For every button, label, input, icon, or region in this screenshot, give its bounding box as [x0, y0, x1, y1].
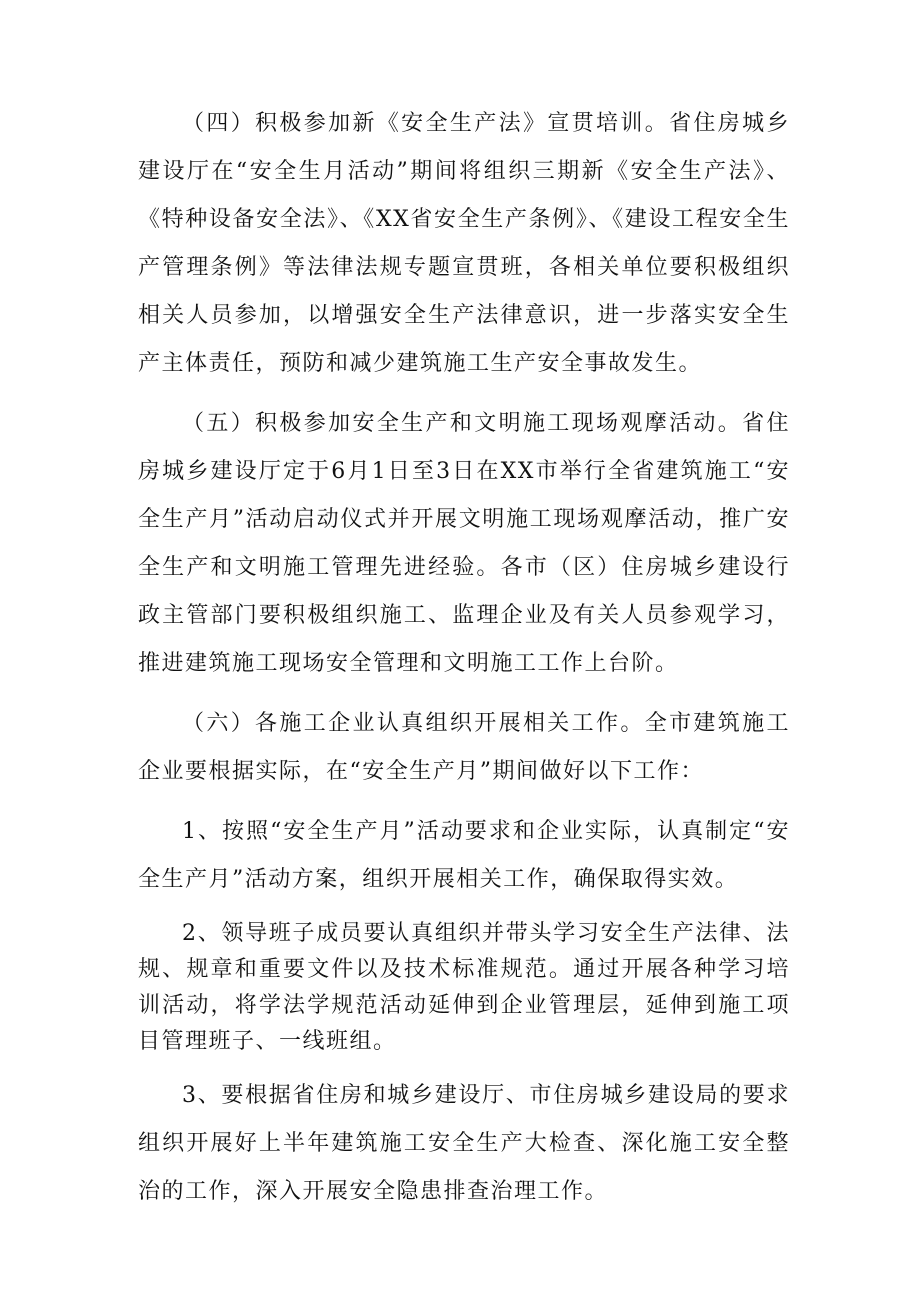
- paragraph-five: （五）积极参加安全生产和文明施工现场观摩活动。省住房城乡建设厅定于6月1日至3日在XX市举行全省建筑施工“安全生产月”活动启动仪式并开展文明施工现场观摩活动，推广安全生产和文明施工管理先进经验。各市（区）住房城乡建设行政主管部门要积极组织施工、监理企业及有关人员参观学习，推进建筑施工现场安全管理和文明施工工作上台阶。: [138, 411, 790, 676]
- paragraph-item-1: 1、按照“安全生产月”活动要求和企业实际，认真制定“安全生产月”活动方案，组织开展相关工作，确保取得实效。: [138, 819, 790, 892]
- paragraph-six: （六）各施工企业认真组织开展相关工作。全市建筑施工企业要根据实际，在“安全生产月”期间做好以下工作：: [138, 711, 790, 784]
- paragraph-four: （四）积极参加新《安全生产法》宣贯培训。省住房城乡建设厅在“安全生月活动”期间将组织三期新《安全生产法》、《特种设备安全法》、《XX省安全生产条例》、《建设工程安全生产管理条例》等法律法规专题宣贯班，各相关单位要积极组织相关人员参加，以增强安全生产法律意识，进一步落实安全生产主体责任，预防和减少建筑施工生产安全事故发生。: [138, 111, 790, 376]
- paragraph-item-2: 2、领导班子成员要认真组织并带头学习安全生产法律、法规、规章和重要文件以及技术标准规范。通过开展各种学习培训活动，将学法学规范活动延伸到企业管理层，延伸到施工项目管理班子、一线班组。: [138, 921, 790, 1054]
- paragraph-item-3: 3、要根据省住房和城乡建设厅、市住房城乡建设局的要求组织开展好上半年建筑施工安全生产大检查、深化施工安全整治的工作，深入开展安全隐患排查治理工作。: [138, 1083, 790, 1204]
